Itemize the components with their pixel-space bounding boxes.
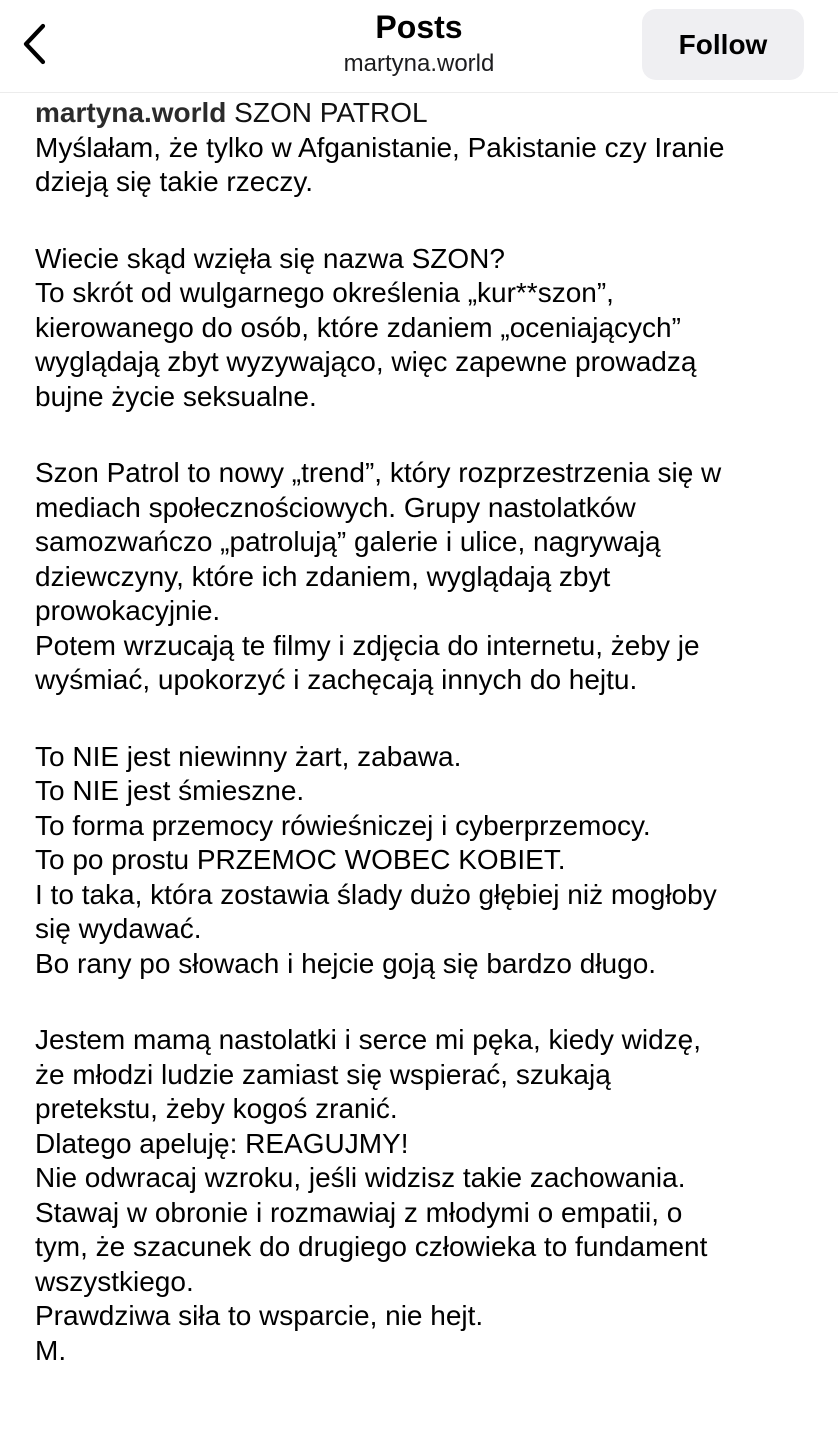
- caption-line: Nie odwracaj wzroku, jeśli widzisz takie zachowania.: [35, 1162, 686, 1193]
- caption-line: Wiecie skąd wzięła się nazwa SZON?: [35, 242, 505, 274]
- caption-line: Prawdziwa siła to wsparcie, nie hejt.: [35, 1300, 484, 1331]
- caption-line: wszystkiego.: [35, 1265, 194, 1297]
- paragraph-gap: [35, 981, 825, 1023]
- paragraph-gap: [35, 698, 825, 740]
- caption-line: To po prostu PRZEMOC WOBEC KOBIET.: [35, 844, 566, 875]
- caption-line: Potem wrzucają te filmy i zdjęcia do internetu, żeby je: [35, 629, 700, 661]
- caption-line: To NIE jest śmieszne.: [35, 775, 305, 806]
- page-title: Posts: [375, 9, 463, 45]
- account-handle[interactable]: martyna.world: [343, 50, 495, 77]
- caption-line: Jestem mamą nastolatki i serce mi pęka, kiedy widzę,: [35, 1024, 702, 1055]
- top-nav-bar: [0, 0, 838, 93]
- caption-line: Myślałam, że tylko w Afganistanie, Pakistanie czy Iranie: [35, 131, 725, 163]
- caption-line: Szon Patrol to nowy „trend”, który rozprzestrzenia się w: [35, 457, 722, 488]
- caption-line: wyśmiać, upokorzyć i zachęcają innych do hejtu.: [35, 664, 638, 695]
- paragraph-gap: [35, 200, 825, 242]
- caption-line: bujne życie seksualne.: [35, 380, 317, 412]
- caption-line: się wydawać.: [35, 913, 202, 944]
- caption-line: pretekstu, żeby kogoś zranić.: [35, 1093, 398, 1124]
- caption-line: kierowanego do osób, które zdaniem „oceniających”: [35, 311, 681, 343]
- caption-line: Bo rany po słowach i hejcie goją się bardzo długo.: [35, 947, 657, 979]
- caption-line: mediach społecznościowych. Grupy nastolatków: [35, 491, 636, 523]
- caption-username[interactable]: martyna.world: [35, 97, 227, 128]
- caption-headline: SZON PATROL: [234, 97, 428, 128]
- caption-line: To skrót od wulgarnego określenia „kur**szon”,: [35, 277, 614, 308]
- caption-first-line: [35, 96, 825, 131]
- follow-button[interactable]: Follow: [642, 9, 804, 80]
- caption-line: prowokacyjnie.: [35, 595, 221, 626]
- caption-line: Stawaj w obronie i rozmawiaj z młodymi o empatii, o: [35, 1196, 683, 1228]
- caption-line: To NIE jest niewinny żart, zabawa.: [35, 740, 462, 772]
- caption-line: dziewczyny, które ich zdaniem, wyglądają zbyt: [35, 560, 611, 592]
- caption-line: samozwańczo „patrolują” galerie i ulice, nagrywają: [35, 526, 661, 557]
- caption-line: Dlatego apeluję: REAGUJMY!: [35, 1127, 409, 1159]
- caption-line: To forma przemocy rówieśniczej i cyberprzemocy.: [35, 809, 651, 841]
- post-caption: [35, 96, 825, 1368]
- caption-line: wyglądają zbyt wyzywająco, więc zapewne prowadzą: [35, 346, 697, 377]
- caption-line: tym, że szacunek do drugiego człowieka to fundament: [35, 1231, 708, 1262]
- caption-line: I to taka, która zostawia ślady dużo głębiej niż mogłoby: [35, 878, 717, 910]
- caption-line: dzieją się takie rzeczy.: [35, 166, 314, 197]
- caption-line: że młodzi ludzie zamiast się wspierać, szukają: [35, 1058, 611, 1090]
- caption-line: M.: [35, 1334, 67, 1366]
- paragraph-gap: [35, 414, 825, 456]
